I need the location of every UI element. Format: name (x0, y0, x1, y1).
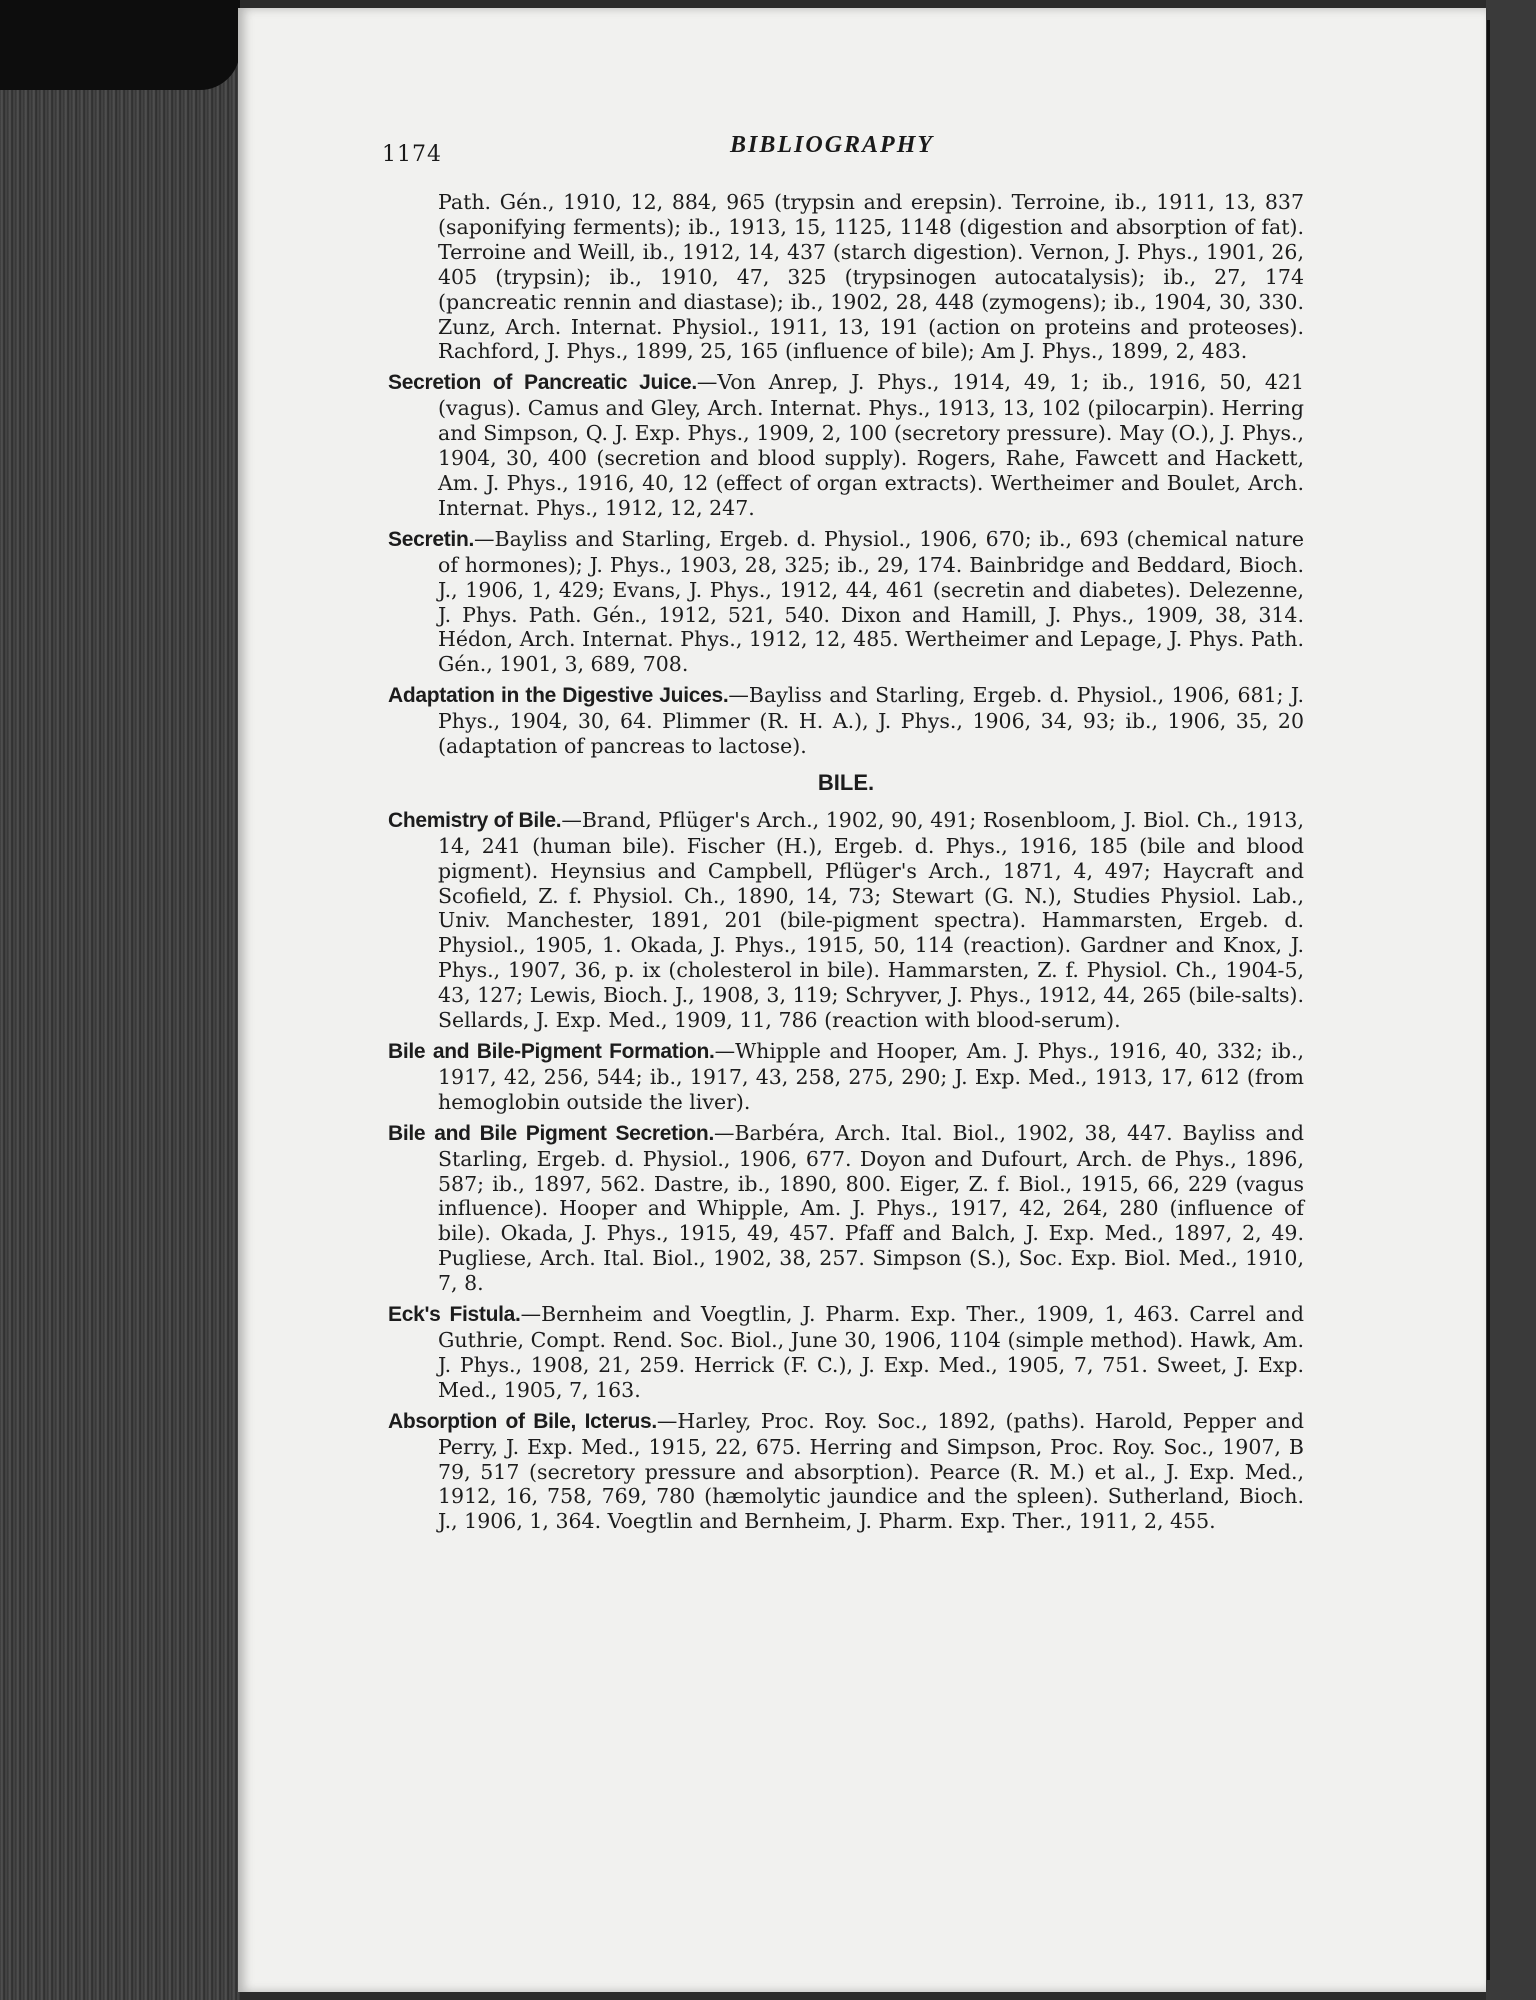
entry-text: —Brand, Pflüger's Arch., 1902, 90, 491; Rosenbloom, J. Biol. Ch., 1913, 14, 241 (human bile). Fischer (H.), Ergeb. d. Phys., 1916, 185 (bile and blood pigment). Heynsius and Campbell, Pflüger's Arch., 1871, 4, 497; Haycraft and Scofield, Z. f. Physiol. Ch., 1890, 14, 73; Stewart (G. N.), Studies Physiol. Lab., Univ. Manchester, 1891, 201 (bile-pigment spectra). Hammarsten, Ergeb. d. Physiol., 1905, 1. Okada, J. Phys., 1915, 50, 114 (reaction). Gardner and Knox, J. Phys., 1907, 36, p. ix (cholesterol in bile). Hammarsten, Z. f. Physiol. Ch., 1904-5, 43, 127; Lewis, Bioch. J., 1908, 3, 119; Schryver, J. Phys., 1912, 44, 265 (bile-salts). Sellards, J. Exp. Med., 1909, 11, 786 (reaction with blood-serum). (438, 807, 1304, 1033)
entry-heading: Secretion of Pancreatic Juice. (388, 371, 697, 395)
bibliography-entry (388, 1121, 1304, 1296)
bibliography-entry (388, 370, 1304, 520)
entry-text: —Barbéra, Arch. Ital. Biol., 1902, 38, 447. Bayliss and Starling, Ergeb. d. Physiol., 1906, 677. Doyon and Dufourt, Arch. de Phys., 1896, 587; ib., 1897, 562. Dastre, ib., 1890, 800. Eiger, Z. f. Biol., 1915, 66, 229 (vagus influence). Hooper and Whipple, Am. J. Phys., 1917, 42, 264, 280 (influence of bile). Okada, J. Phys., 1915, 49, 457. Pfaff and Balch, J. Exp. Med., 1897, 2, 49. Pugliese, Arch. Ital. Biol., 1902, 38, 257. Simpson (S.), Soc. Exp. Biol. Med., 1910, 7, 8. (438, 1120, 1304, 1296)
page-gutter-line (1487, 20, 1490, 1980)
bibliography-body (388, 190, 1304, 1540)
entry-heading: Secretin. (388, 527, 475, 551)
bibliography-entry (388, 683, 1304, 759)
next-page-edge (1486, 0, 1536, 2000)
entry-text: —Whipple and Hooper, Am. J. Phys., 1916, 40, 332; ib., 1917, 42, 256, 544; ib., 1917, 43, 258, 275, 290; J. Exp. Med., 1913, 17, 612 (from hemoglobin outside the liver). (438, 1039, 1304, 1114)
page-number: 1174 (382, 142, 442, 167)
entry-heading: Adaptation in the Digestive Juices. (388, 684, 729, 708)
entry-text: —Bayliss and Starling, Ergeb. d. Physiol., 1906, 681; J. Phys., 1904, 30, 64. Plimmer (R. H. A.), J. Phys., 1906, 34, 93; ib., 1906, 35, 20 (adaptation of pancreas to lactose). (438, 683, 1304, 759)
bibliography-entry-continued (388, 190, 1304, 364)
entry-text: Path. Gén., 1910, 12, 884, 965 (trypsin and erepsin). Terroine, ib., 1911, 13, 837 (saponifying ferments); ib., 1913, 15, 1125, 1148 (digestion and absorption of fat). Terroine and Weill, ib., 1912, 14, 437 (starch digestion). Vernon, J. Phys., 1901, 26, 405 (trypsin); ib., 1910, 47, 325 (trypsinogen autocatalysis); ib., 27, 174 (pancreatic rennin and diastase); ib., 1902, 28, 448 (zymogens); ib., 1904, 30, 330. Zunz, Arch. Internat. Physiol., 1911, 13, 191 (action on proteins and proteoses). Rachford, J. Phys., 1899, 25, 165 (influence of bile); Am J. Phys., 1899, 2, 483. (438, 190, 1304, 364)
running-head (382, 128, 1342, 168)
section-title: BILE. (817, 769, 875, 795)
entry-heading: Absorption of Bile, Icterus. (388, 1409, 657, 1433)
bibliography-entry (388, 1409, 1304, 1535)
entry-text: —Von Anrep, J. Phys., 1914, 49, 1; ib., 1916, 50, 421 (vagus). Camus and Gley, Arch. Internat. Phys., 1913, 13, 102 (pilocarpin). Herring and Simpson, Q. J. Exp. Phys., 1909, 2, 100 (secretory pressure). May (O.), J. Phys., 1904, 30, 400 (secretion and blood supply). Rogers, Rahe, Fawcett and Hackett, Am. J. Phys., 1916, 40, 12 (effect of organ extracts). Wertheimer and Boulet, Arch. Internat. Phys., 1912, 12, 247. (438, 370, 1304, 520)
book-cover-shadow (0, 0, 240, 90)
entry-heading: Bile and Bile-Pigment Formation. (388, 1040, 715, 1063)
bibliography-entry (388, 1039, 1304, 1115)
bibliography-entry (388, 527, 1304, 677)
entry-heading: Chemistry of Bile. (388, 808, 562, 832)
entry-text: —Bernheim and Voegtlin, J. Pharm. Exp. Ther., 1909, 1, 463. Carrel and Guthrie, Compt. Rend. Soc. Biol., June 30, 1906, 1104 (simple method). Hawk, Am. J. Phys., 1908, 21, 259. Herrick (F. C.), J. Exp. Med., 1905, 7, 751. Sweet, J. Exp. Med., 1905, 7, 163. (438, 1302, 1304, 1402)
running-title: BIBLIOGRAPHY (730, 132, 935, 158)
bibliography-entry (388, 1302, 1304, 1403)
entry-heading: Eck's Fistula. (388, 1303, 521, 1327)
entry-text: —Harley, Proc. Roy. Soc., 1892, (paths). Harold, Pepper and Perry, J. Exp. Med., 1915, 22, 675. Herring and Simpson, Proc. Roy. Soc., 1907, B 79, 517 (secretory pressure and absorption). Pearce (R. M.) et al., J. Exp. Med., 1912, 16, 758, 769, 780 (hæmolytic jaundice and the spleen). Sutherland, Bioch. J., 1906, 1, 364. Voegtlin and Bernheim, J. Pharm. Exp. Ther., 1911, 2, 455. (438, 1408, 1304, 1534)
entry-text: —Bayliss and Starling, Ergeb. d. Physiol., 1906, 670; ib., 693 (chemical nature of hormones); J. Phys., 1903, 28, 325; ib., 29, 174. Bainbridge and Beddard, Bioch. J., 1906, 1, 429; Evans, J. Phys., 1912, 44, 461 (secretin and diabetes). Delezenne, J. Phys. Path. Gén., 1912, 521, 540. Dixon and Hamill, J. Phys., 1909, 38, 314. Hédon, Arch. Internat. Phys., 1912, 12, 485. Wertheimer and Lepage, J. Phys. Path. Gén., 1901, 3, 689, 708. (438, 526, 1304, 677)
bibliography-entry (388, 808, 1304, 1033)
book-page-edges (0, 0, 240, 2000)
entry-heading: Bile and Bile Pigment Secretion. (388, 1121, 714, 1145)
